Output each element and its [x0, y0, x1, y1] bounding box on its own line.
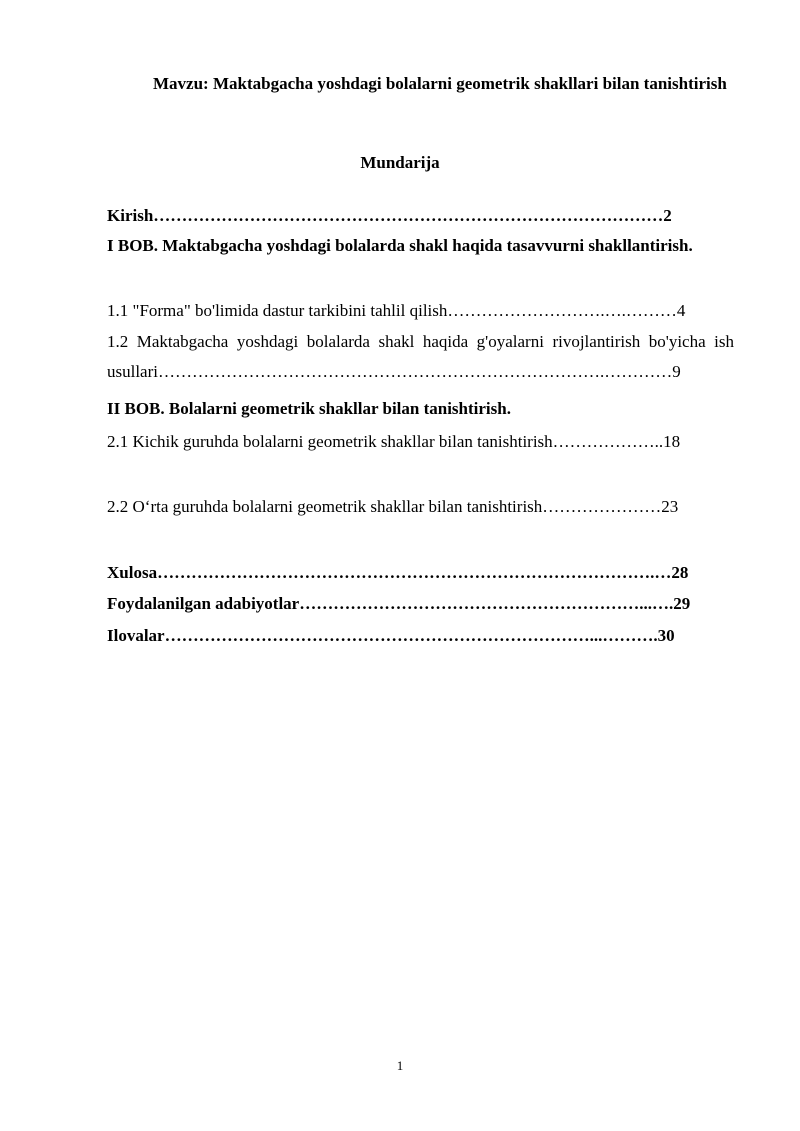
toc-entry-adabiyotlar: Foydalanilgan adabiyotlar……………………………………………………...….29 — [107, 594, 691, 613]
toc-entry-ilovalar: Ilovalar…………………………………………………………………...……….30 — [107, 626, 675, 645]
document-title: Mavzu: Maktabgacha yoshdagi bolalarni geometrik shakllari bilan tanishtirish — [153, 74, 727, 93]
toc-entry-chapter-1: I BOB. Maktabgacha yoshdagi bolalarda shakl haqida tasavvurni shakllantirish. — [107, 236, 693, 255]
page-number: 1 — [396, 1058, 404, 1073]
toc-entry-xulosa: Xulosa…………………………………………………………………………….…28 — [107, 563, 689, 582]
toc-entry-2-1: 2.1 Kichik guruhda bolalarni geometrik shakllar bilan tanishtirish………………..18 — [107, 432, 681, 451]
toc-entry-1-1: 1.1 "Forma" bo'limida dastur tarkibini tahlil qilish……………………….….………4 — [107, 301, 686, 320]
toc-entry-2-2: 2.2 O‘rta guruhda bolalarni geometrik shakllar bilan tanishtirish…………………23 — [107, 497, 679, 516]
toc-entry-1-2: 1.2 Maktabgacha yoshdagi bolalarda shakl haqida g'oyalarni rivojlantirish bo'yicha ish usullari…………………………………………………………………….…………9 — [107, 332, 734, 381]
toc-entry-chapter-2: II BOB. Bolalarni geometrik shakllar bilan tanishtirish. — [107, 399, 511, 418]
toc-heading: Mundarija — [360, 153, 440, 172]
toc-entry-kirish: Kirish………………………………………………………………………………2 — [107, 206, 672, 225]
